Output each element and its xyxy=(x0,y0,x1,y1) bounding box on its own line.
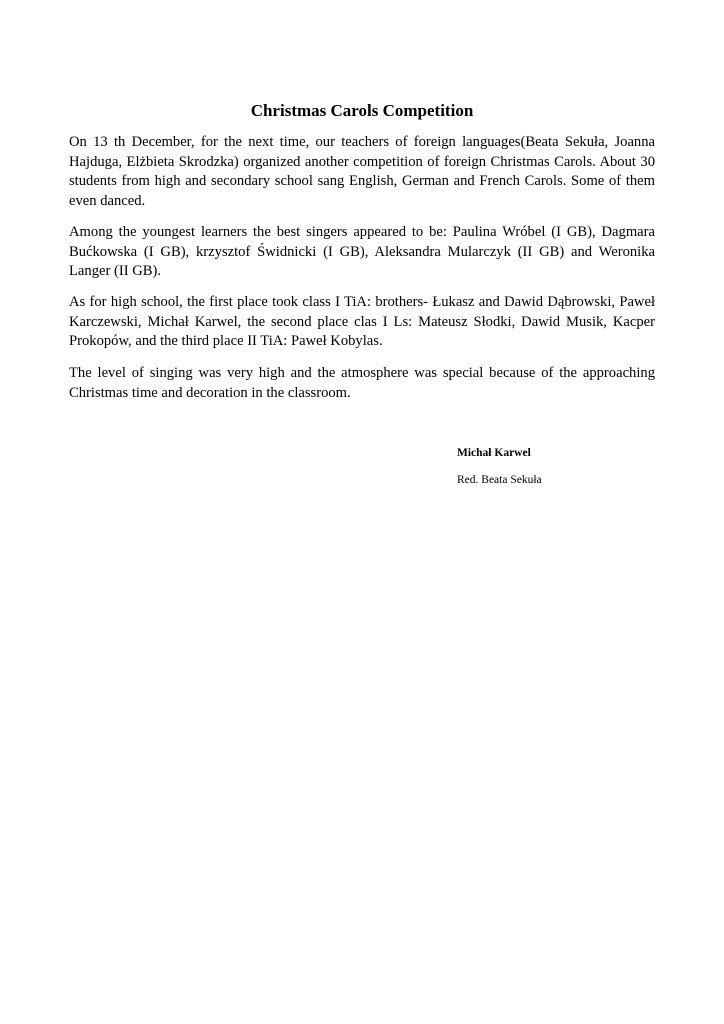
paragraph-closing: The level of singing was very high and the atmosphere was special because of the approaching Christmas time and decoration in the classroom. xyxy=(69,365,655,401)
paragraph-intro: On 13 th December, for the next time, our teachers of foreign languages(Beata Sekuła, Joanna Hajduga, Elżbieta Skrodzka) organized another competition of foreign Christmas Carols. About 30 students from high and secondary school sang English, German and French Carols. Some of them even danced. xyxy=(69,134,655,209)
signature-editor: Red. Beata Sekuła xyxy=(457,474,542,486)
paragraph-youngest-learners: Among the youngest learners the best singers appeared to be: Paulina Wróbel (I GB), Dagmara Bućkowska (I GB), krzysztof Świdnicki (I GB), Aleksandra Mularczyk (II GB) and Weronika Langer (II GB). xyxy=(69,224,655,279)
paragraph-high-school-results: As for high school, the first place took class I TiA: brothers- Łukasz and Dawid Dąbrowski, Paweł Karczewski, Michał Karwel, the second place clas I Ls: Mateusz Słodki, Dawid Musik, Kacper Prokopów, and the third place II TiA: Paweł Kobylas. xyxy=(69,294,655,349)
signature-author: Michał Karwel xyxy=(457,447,531,459)
document-title: Christmas Carols Competition xyxy=(250,101,474,120)
